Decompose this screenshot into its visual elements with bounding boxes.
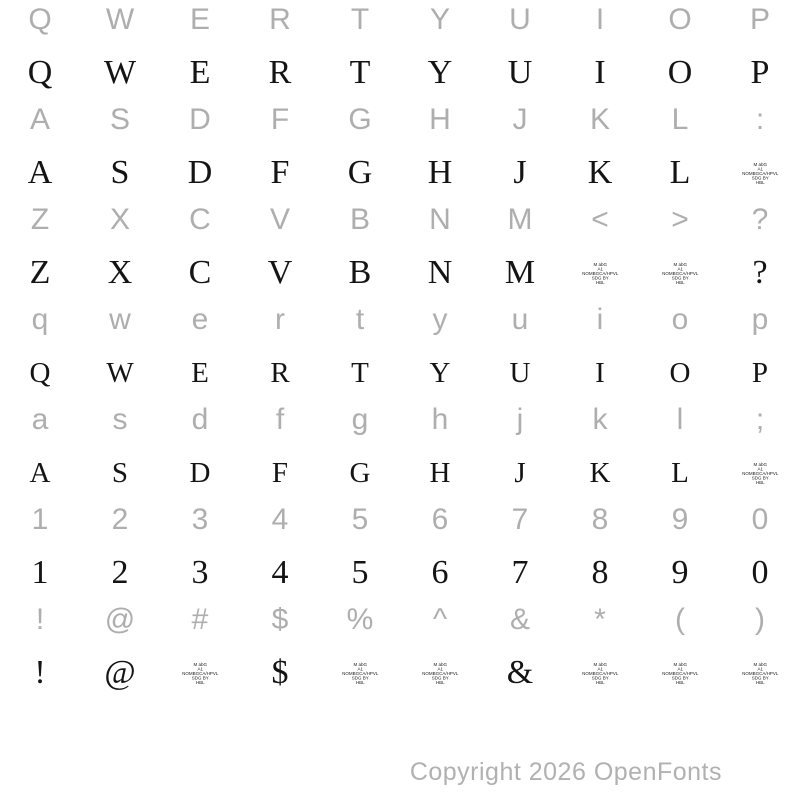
glyph-cell: 0 xyxy=(751,503,769,536)
glyph-cell: & xyxy=(509,603,530,636)
preview-glyph-row xyxy=(0,548,800,598)
tofu-text-block: M abG A1 NOMBGCA/HPVL SDG BY HBL xyxy=(741,461,779,485)
preview-glyph-row xyxy=(0,148,800,198)
glyph-cell: 9 xyxy=(671,554,689,591)
missing-glyph-tofu xyxy=(320,648,400,698)
missing-glyph-tofu xyxy=(560,648,640,698)
glyph-cell: 3 xyxy=(191,554,209,591)
glyph-cell: T xyxy=(351,356,369,389)
tofu-text-block: M abG A1 NOMBGCA/HPVL SDG BY HBL xyxy=(661,661,699,685)
glyph-cell: E xyxy=(191,356,209,389)
glyph-cell: & xyxy=(506,654,534,691)
glyph-cell: h xyxy=(431,403,449,436)
glyph-cell: o xyxy=(671,303,689,336)
glyph-cell: E xyxy=(189,3,210,36)
glyph-cell: r xyxy=(275,303,285,336)
glyph-cell: 2 xyxy=(111,554,129,591)
missing-glyph-tofu xyxy=(640,248,720,298)
glyph-cell: B xyxy=(349,203,370,236)
glyph-cell: k xyxy=(592,403,608,436)
glyph-cell: $ xyxy=(271,603,289,636)
glyph-cell: X xyxy=(107,254,133,291)
preview-glyph-row xyxy=(0,248,800,298)
glyph-cell: T xyxy=(349,54,371,91)
glyph-cell: > xyxy=(671,203,689,236)
glyph-cell: K xyxy=(587,154,613,191)
glyph-cell: e xyxy=(191,303,209,336)
glyph-cell: R xyxy=(268,54,292,91)
glyph-cell: ! xyxy=(34,654,46,691)
glyph-cell: J xyxy=(513,154,527,191)
glyph-cell: N xyxy=(429,203,451,236)
glyph-cell: j xyxy=(516,403,524,436)
glyph-cell: K xyxy=(589,103,610,136)
missing-glyph-tofu xyxy=(720,448,800,498)
glyph-cell: < xyxy=(591,203,609,236)
glyph-cell: f xyxy=(275,403,285,436)
glyph-cell: * xyxy=(594,603,606,636)
glyph-cell: I xyxy=(595,356,605,389)
glyph-cell: @ xyxy=(104,654,136,691)
glyph-cell: F xyxy=(270,103,290,136)
glyph-cell: y xyxy=(432,303,448,336)
tofu-text-block: M abG A1 NOMBGCA/HPVL SDG BY HBL xyxy=(341,661,379,685)
glyph-cell: R xyxy=(270,356,290,389)
glyph-cell: @ xyxy=(104,603,136,636)
glyph-cell: ? xyxy=(751,203,769,236)
glyph-cell: ; xyxy=(755,403,765,436)
glyph-cell: t xyxy=(355,303,365,336)
missing-glyph-tofu xyxy=(160,648,240,698)
glyph-cell: H xyxy=(429,103,451,136)
glyph-cell: : xyxy=(755,103,765,136)
glyph-cell: W xyxy=(103,54,137,91)
glyph-cell: H xyxy=(429,456,451,489)
glyph-cell: ! xyxy=(35,603,45,636)
glyph-cell: L xyxy=(671,456,689,489)
glyph-cell: u xyxy=(511,303,529,336)
glyph-cell: E xyxy=(189,54,211,91)
glyph-cell: d xyxy=(191,403,209,436)
glyph-cell: ? xyxy=(752,254,768,291)
glyph-cell: 5 xyxy=(351,503,369,536)
glyph-cell: Y xyxy=(429,356,451,389)
glyph-cell: W xyxy=(106,356,134,389)
glyph-cell: 7 xyxy=(511,554,529,591)
glyph-cell: I xyxy=(595,3,605,36)
glyph-cell: S xyxy=(109,103,130,136)
glyph-cell: l xyxy=(676,403,684,436)
glyph-cell: R xyxy=(269,3,291,36)
glyph-cell: C xyxy=(189,203,211,236)
glyph-cell: C xyxy=(188,254,212,291)
glyph-cell: w xyxy=(109,303,131,336)
copyright-text: Copyright 2026 OpenFonts xyxy=(409,758,722,786)
preview-glyph-row xyxy=(0,648,800,698)
glyph-cell: B xyxy=(348,254,372,291)
tofu-text-block: M abG A1 NOMBGCA/HPVL SDG BY HBL xyxy=(741,161,779,185)
reference-glyph-row xyxy=(0,95,800,145)
glyph-cell: 9 xyxy=(671,503,689,536)
glyph-cell: U xyxy=(507,54,533,91)
glyph-cell: L xyxy=(671,103,689,136)
glyph-cell: Q xyxy=(27,54,53,91)
glyph-cell: 3 xyxy=(191,503,209,536)
glyph-cell: D xyxy=(187,154,213,191)
glyph-cell: D xyxy=(189,103,211,136)
glyph-cell: V xyxy=(269,203,290,236)
glyph-cell: g xyxy=(351,403,369,436)
glyph-cell: M xyxy=(507,203,533,236)
glyph-cell: T xyxy=(350,3,370,36)
tofu-text-block: M abG A1 NOMBGCA/HPVL SDG BY HBL xyxy=(741,661,779,685)
glyph-cell: Z xyxy=(30,203,50,236)
glyph-cell: i xyxy=(596,303,604,336)
glyph-cell: 7 xyxy=(511,503,529,536)
missing-glyph-tofu xyxy=(720,648,800,698)
glyph-cell: A xyxy=(27,154,53,191)
glyph-cell: p xyxy=(751,303,769,336)
glyph-cell: ( xyxy=(675,603,685,636)
glyph-cell: 6 xyxy=(431,554,449,591)
reference-glyph-row xyxy=(0,295,800,345)
preview-glyph-row xyxy=(0,348,800,398)
glyph-cell: S xyxy=(111,456,129,489)
glyph-cell: S xyxy=(110,154,130,191)
preview-glyph-row xyxy=(0,448,800,498)
glyph-cell: K xyxy=(589,456,611,489)
glyph-cell: D xyxy=(189,456,211,489)
glyph-cell: Q xyxy=(29,356,51,389)
glyph-cell: A xyxy=(29,456,51,489)
glyph-cell: $ xyxy=(271,654,289,691)
glyph-cell: F xyxy=(271,456,289,489)
reference-glyph-row xyxy=(0,495,800,545)
glyph-cell: P xyxy=(750,54,770,91)
glyph-cell: a xyxy=(31,403,49,436)
glyph-cell: P xyxy=(751,356,769,389)
tofu-text-block: M abG A1 NOMBGCA/HPVL SDG BY HBL xyxy=(581,661,619,685)
tofu-text-block: M abG A1 NOMBGCA/HPVL SDG BY HBL xyxy=(421,661,459,685)
glyph-cell: 5 xyxy=(351,554,369,591)
glyph-cell: 8 xyxy=(591,503,609,536)
glyph-cell: U xyxy=(509,356,531,389)
reference-glyph-row xyxy=(0,595,800,645)
glyph-cell: ) xyxy=(755,603,765,636)
glyph-cell: J xyxy=(512,103,528,136)
reference-glyph-row xyxy=(0,395,800,445)
glyph-cell: P xyxy=(749,3,770,36)
glyph-cell: A xyxy=(29,103,50,136)
missing-glyph-tofu xyxy=(400,648,480,698)
glyph-cell: 2 xyxy=(111,503,129,536)
glyph-cell: # xyxy=(191,603,209,636)
preview-glyph-row xyxy=(0,48,800,98)
glyph-cell: V xyxy=(267,254,293,291)
glyph-cell: 6 xyxy=(431,503,449,536)
reference-glyph-row xyxy=(0,195,800,245)
glyph-cell: N xyxy=(427,254,453,291)
missing-glyph-tofu xyxy=(640,648,720,698)
glyph-cell: Y xyxy=(429,3,450,36)
glyph-cell: q xyxy=(31,303,49,336)
glyph-cell: I xyxy=(594,54,606,91)
glyph-cell: G xyxy=(349,456,371,489)
glyph-cell: L xyxy=(669,154,691,191)
glyph-cell: Z xyxy=(29,254,51,291)
glyph-cell: W xyxy=(105,3,135,36)
tofu-text-block: M abG A1 NOMBGCA/HPVL SDG BY HBL xyxy=(581,261,619,285)
missing-glyph-tofu xyxy=(720,148,800,198)
glyph-cell: G xyxy=(348,103,372,136)
glyph-cell: 4 xyxy=(271,503,289,536)
glyph-cell: 1 xyxy=(31,554,49,591)
glyph-cell: % xyxy=(346,603,374,636)
glyph-cell: O xyxy=(667,54,693,91)
glyph-cell: 0 xyxy=(751,554,769,591)
glyph-cell: 1 xyxy=(31,503,49,536)
glyph-cell: M xyxy=(504,254,536,291)
tofu-text-block: M abG A1 NOMBGCA/HPVL SDG BY HBL xyxy=(181,661,219,685)
glyph-cell: H xyxy=(427,154,453,191)
glyph-cell: Y xyxy=(427,54,453,91)
glyph-cell: Q xyxy=(28,3,52,36)
glyph-cell: O xyxy=(669,356,691,389)
glyph-cell: s xyxy=(112,403,128,436)
glyph-cell: F xyxy=(270,154,290,191)
missing-glyph-tofu xyxy=(560,248,640,298)
glyph-cell: O xyxy=(668,3,692,36)
glyph-cell: 8 xyxy=(591,554,609,591)
glyph-cell: 4 xyxy=(271,554,289,591)
glyph-cell: J xyxy=(514,456,526,489)
glyph-cell: G xyxy=(347,154,373,191)
reference-glyph-row xyxy=(0,0,800,45)
tofu-text-block: M abG A1 NOMBGCA/HPVL SDG BY HBL xyxy=(661,261,699,285)
glyph-cell: U xyxy=(509,3,531,36)
glyph-cell: X xyxy=(109,203,130,236)
glyph-cell: ^ xyxy=(432,603,448,636)
